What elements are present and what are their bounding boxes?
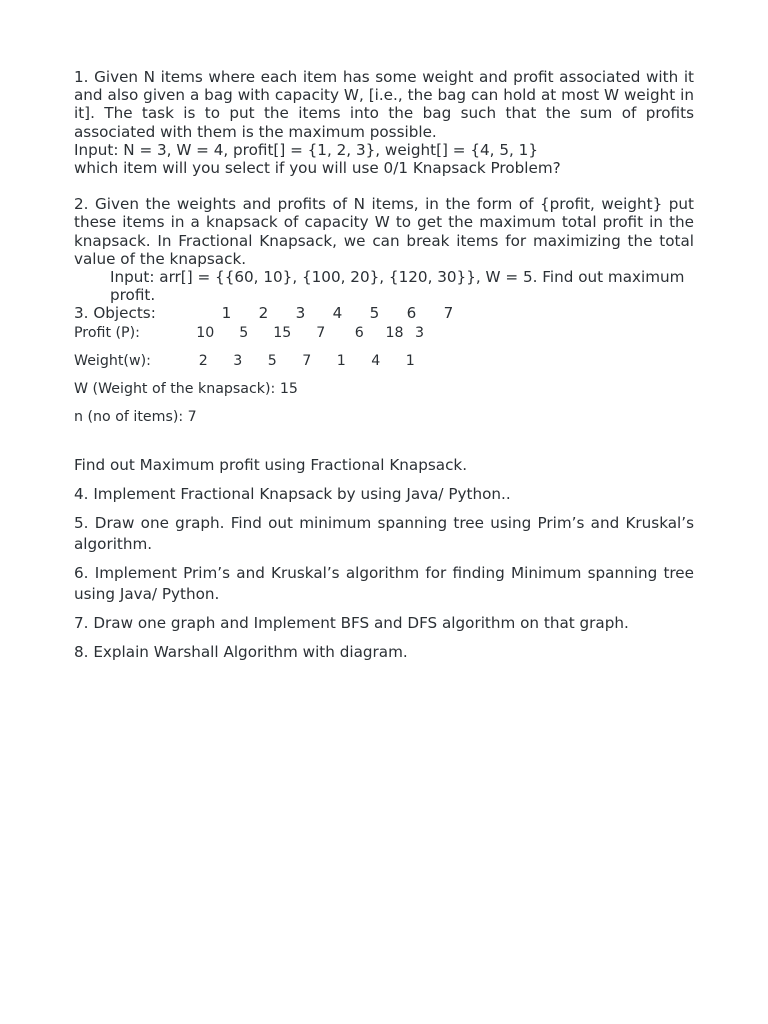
- profit-cell: 7: [316, 324, 326, 341]
- question-8: 8. Explain Warshall Algorithm with diagram.: [74, 642, 408, 661]
- question-7: 7. Draw one graph and Implement BFS and DFS algorithm on that graph.: [74, 613, 629, 632]
- question-3-task: Find out Maximum profit using Fractional Knapsack.: [74, 456, 468, 475]
- question-1-text: 1. Given N items where each item has some weight and profit associated with it and also given a bag with capacity W, [i.e., the bag can hold at most W weight in it]. The task is to put the items into the bag such that the sum of profits associated with them is the maximum possible.: [74, 68, 694, 141]
- object-cell: 7: [443, 304, 454, 323]
- question-1-question: which item will you select if you will use 0/1 Knapsack Problem?: [74, 159, 561, 178]
- weight-cell: 4: [371, 352, 381, 369]
- weight-cell: 1: [405, 352, 415, 369]
- object-cell: 2: [258, 304, 269, 323]
- profit-row: [74, 324, 694, 342]
- question-6: 6. Implement Prim’s and Kruskal’s algorithm for finding Minimum spanning tree using Java/ Python.: [74, 563, 694, 603]
- weight-cell: 2: [198, 352, 208, 369]
- weight-cell: 1: [336, 352, 346, 369]
- profit-label: Profit (P):: [74, 324, 140, 341]
- object-cell: 3: [295, 304, 306, 323]
- weight-cell: 5: [267, 352, 277, 369]
- question-1-input: Input: N = 3, W = 4, profit[] = {1, 2, 3}, weight[] = {4, 5, 1}: [74, 140, 538, 159]
- item-count: n (no of items): 7: [74, 409, 197, 426]
- profit-cell: 5: [239, 324, 249, 341]
- profit-cell: 18: [385, 324, 404, 341]
- weight-label: Weight(w):: [74, 352, 151, 369]
- object-cell: 1: [221, 304, 232, 323]
- document-content: [74, 68, 694, 663]
- question-2-input: Input: arr[] = {{60, 10}, {100, 20}, {120, 30}}, W = 5. Find out maximum profit.: [110, 268, 685, 305]
- object-cell: 6: [406, 304, 417, 323]
- knapsack-capacity: W (Weight of the knapsack): 15: [74, 381, 298, 398]
- objects-row: [74, 304, 694, 322]
- weight-row: [74, 352, 694, 370]
- question-4: 4. Implement Fractional Knapsack by using Java/ Python..: [74, 484, 511, 503]
- object-cell: 4: [332, 304, 343, 323]
- question-2-text: 2. Given the weights and profits of N items, in the form of {profit, weight} put these items in a knapsack of capacity W to get the maximum total profit in the knapsack. In Fractional Knapsack, we can break items for maximizing the total value of the knapsack.: [74, 195, 694, 268]
- object-cell: 5: [369, 304, 380, 323]
- weight-cell: 3: [233, 352, 243, 369]
- profit-cell: 3: [414, 324, 425, 341]
- profit-cell: 6: [354, 324, 364, 341]
- weight-cell: 7: [302, 352, 312, 369]
- objects-label: 3. Objects:: [74, 304, 156, 323]
- profit-cell: 15: [273, 324, 292, 341]
- profit-cell: 10: [196, 324, 215, 341]
- question-5: 5. Draw one graph. Find out minimum spanning tree using Prim’s and Kruskal’s algorithm.: [74, 513, 694, 553]
